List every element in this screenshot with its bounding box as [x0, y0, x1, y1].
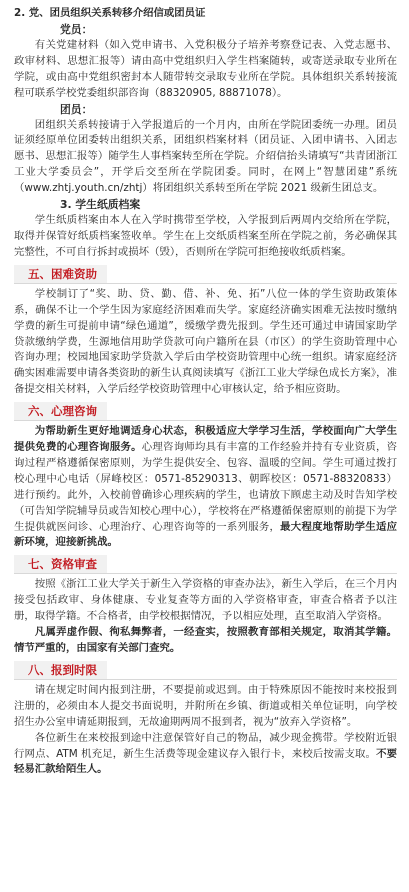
safety-paragraph	[14, 731, 397, 779]
section-5-title: 五、困难资助	[14, 265, 107, 283]
fraud-warning-paragraph: 凡属弄虚作假、徇私舞弊者，一经查实，按照教育部相关规定，取消其学籍。情节严重的，由国家有关部门查究。	[14, 626, 397, 654]
party-member-label: 党员：	[60, 22, 93, 36]
section-8-header	[14, 661, 397, 680]
party-member-paragraph: 有关党建材料（如入党申请书、入党积极分子培养考察登记表、入党志愿书、政审材料、思想汇报等）请由高中党组织归入学生档案随转，或寄送录取专业所在学院，或由高中党组织密封本人随带转交录取专业所在学院。具体组织关系转接流程可联系学校党委组织部咨询（88320905, 88871078）。	[14, 38, 397, 99]
section-5-header	[14, 265, 397, 284]
counseling-closing-bold: 最大程度地帮助学生适应新环境，迎接新挑战。	[14, 520, 398, 549]
league-member-label: 团员：	[60, 102, 93, 116]
counseling-intro-bold: 为帮助新生更好地调适身心状态，积极适应大学学习生活，学校面向广大学生提供免费的心理咨询服务。	[14, 425, 397, 454]
registration-deadline-paragraph: 请在规定时间内报到注册，不要提前或迟到。由于特殊原因不能按时来校报到注册的，必须由本人提交书面说明，并附所在乡镇、街道或相关单位证明，向学校招生办公室申请延期报到，无故逾期两周不报到者，视为“放弃入学资格”。	[14, 683, 397, 728]
section-6-title: 六、心理咨询	[14, 402, 107, 420]
section-7-header	[14, 555, 397, 574]
section-2-heading: 2. 党、团员组织关系转移介绍信或团员证	[14, 7, 206, 19]
league-member-paragraph: 团组织关系转接请于入学报道后的一个月内，由所在学院团委统一办理。团员证须经原单位团委转出组织关系，团组织档案材料（团员证、入团申请书、入团志愿书、思想汇报等）随学生人事档案转至所在学院。介绍信抬头请填写“共青团浙江工业大学委员会”，开学后交至所在学院团委。同时，在网上“智慧团建”系统（www.zhtj.youth.cn/zhtj）将团组织关系转至所在学院 2021 级新生团总支。	[14, 118, 397, 195]
safety-warning-bold: 不要轻易汇款给陌生人。	[14, 747, 398, 776]
section-8-title: 八、报到时限	[14, 661, 107, 679]
financial-aid-paragraph: 学校制订了“奖、助、贷、勤、借、补、免、拓”八位一体的学生资助政策体系，确保不让一个学生因为家庭经济困难而失学。家庭经济确实困难无法按时缴纳学费的新生可提前申请“绿色通道”，缓缴学费先报到。学生还可通过申请国家助学贷款缴纳学费，生源地信用助学贷款可向户籍所在县（市区）的学生资助管理中心咨询办理；校园地国家助学贷款入学后由学校资助管理中心统一组织。请家庭经济确实困难需要申请各类资助的新生认真阅读填写《浙江工业大学绿色成长方案》，准备提交相关材料，入学后经学校资助管理中心审核认定，给予相应资助。	[14, 287, 397, 396]
section-3-heading: 3. 学生纸质档案	[60, 198, 141, 212]
section-7-title: 七、资格审查	[14, 555, 107, 573]
qualification-paragraph: 按照《浙江工业大学关于新生入学资格的审查办法》，新生入学后，在三个月内接受包括政审、身体健康、专业复查等方面的入学资格审查，审查合格者予以注册，取得学籍。不合格者，由学校根据情况，予以相应处理，直至取消入学资格。	[14, 578, 397, 623]
section-6-header	[14, 402, 397, 421]
paper-archive-paragraph: 学生纸质档案由本人在入学时携带至学校，入学报到后两周内交给所在学院，取得并保管好纸质档案签收单。学生在上交纸质档案至所在学院之前，务必确保其完整性，不可自行拆封或损坏（毁），否则所在学院可拒绝接收纸质档案。	[14, 214, 397, 258]
counseling-body: 心理咨询师均具有丰富的工作经验并持有专业资质，咨询过程严格遵循保密原则，为学生提供安全、包容、温暖的空间。学生可通过拨打校心理中心电话（屏峰校区：0571-85290313、朝晖校区：0571-88320833）进行预约。此外，入校前曾确诊心理疾病的学生，也请放下顾虑主动及时告知学校（可告知学院辅导员或告知校心理中心），学校将在严格遵循保密原则的前提下为学生提供就医问诊、心理治疗、心理咨询等的一系列服务，	[14, 441, 398, 533]
counseling-paragraph	[14, 424, 397, 551]
safety-body: 各位新生在来校报到途中注意保管好自己的物品，减少现金携带。学校附近银行网点、ATM 机充足，新生生活费等现金建议存入银行卡，来校后按需支取。	[14, 731, 397, 760]
